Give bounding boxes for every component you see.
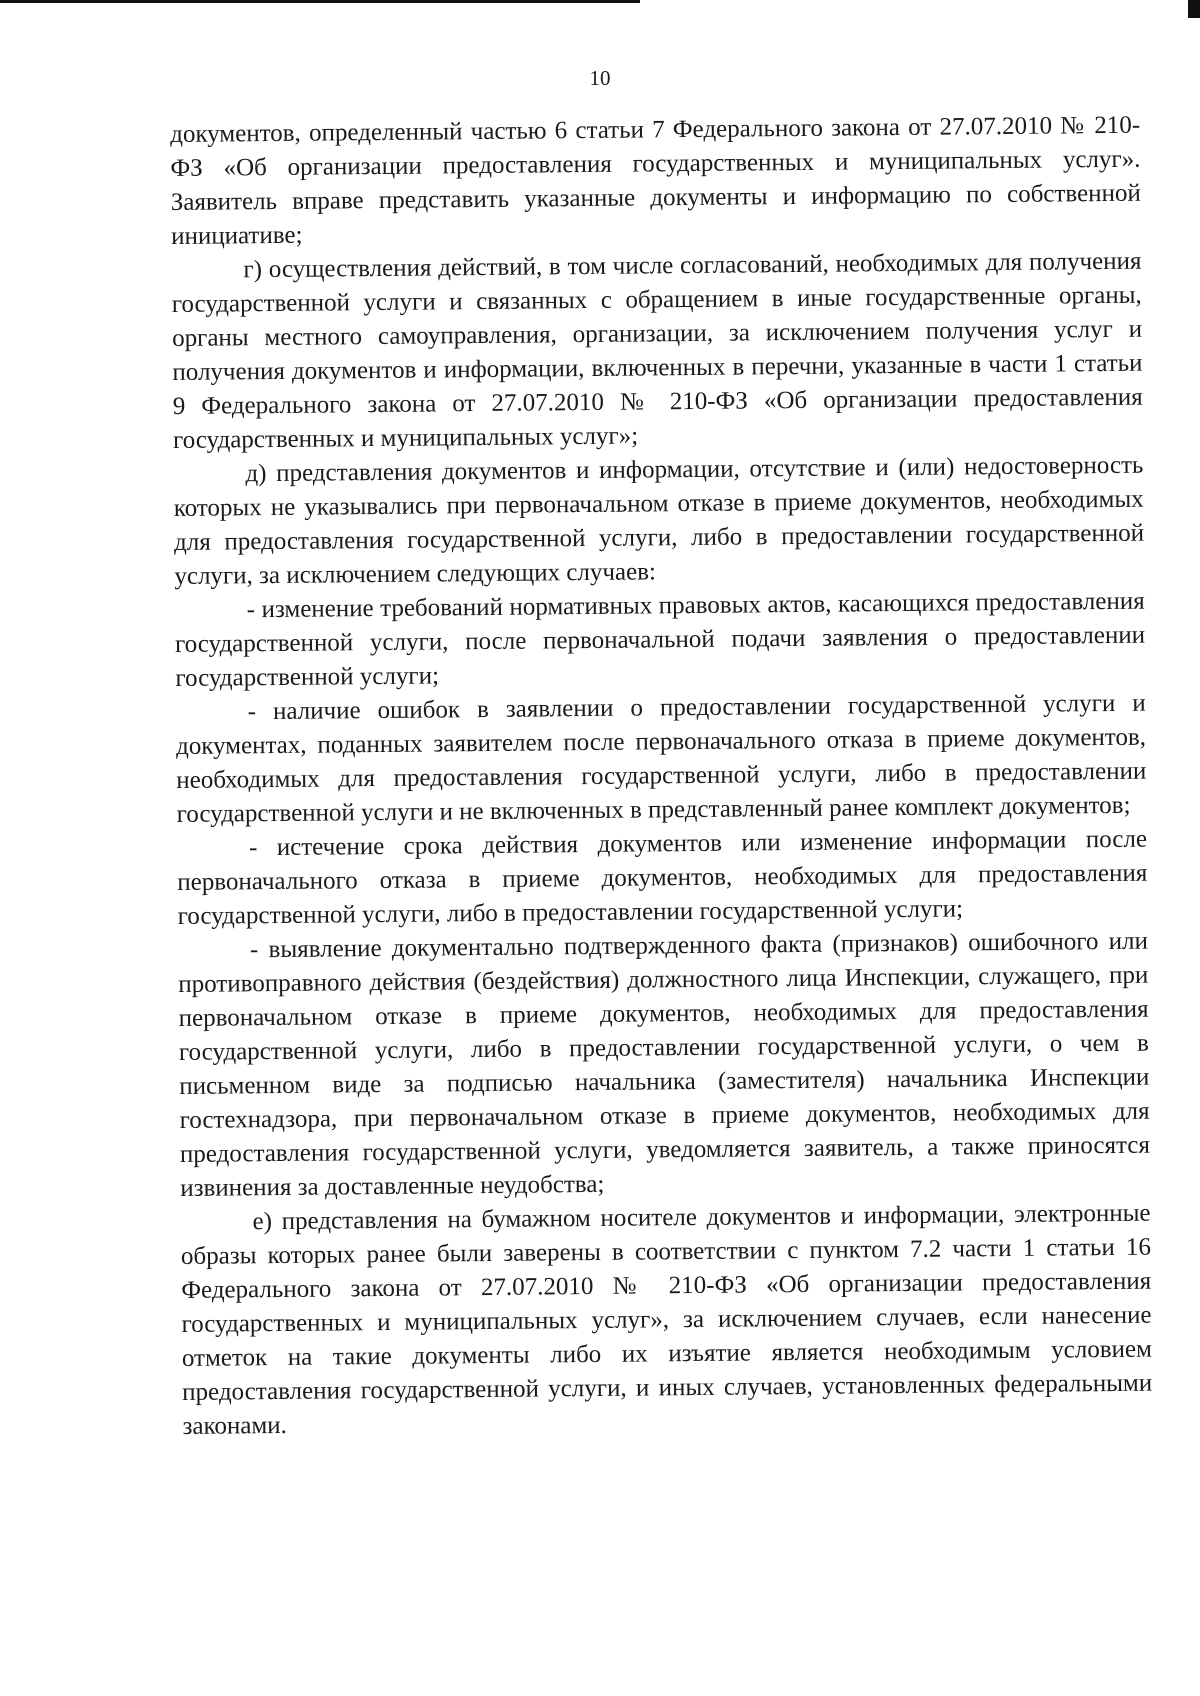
scan-edge-line xyxy=(0,0,640,3)
scan-edge-mark xyxy=(1188,0,1200,18)
page-number: 10 xyxy=(589,66,611,90)
paragraph-bullet-official-error: - выявление документально подтвержденного факта (признаков) ошибочного или противоправного действия (бездействия) должностного лица Инспекции, служащего, при первоначальном отказе в приеме документов, необходимых для предоставления государственной услуги, либо в предоставлении государственной услуги, о чем в письменном виде за подписью начальника (заместителя) начальника Инспекции гостехнадзора, при первоначальном отказе в приеме документов, необходимых для предоставления государственной услуги, уведомляется заявитель, а также приносятся извинения за доставленные неудобства; xyxy=(178,927,1151,1202)
paragraph-item-e: е) представления на бумажном носителе документов и информации, электронные образы которых ранее были заверены в соответствии с пунктом 7.2 части 1 статьи 16 Федерального закона от 27.07.2010 № 210-ФЗ «Об организации предоставления государственных и муниципальных услуг», за исключением случаев, если нанесение отметок на такие документы либо их изъятие является необходимым условием предоставления государственной услуги, и иных случаев, установленных федеральными законами. xyxy=(180,1199,1153,1440)
paragraph-bullet-errors: - наличие ошибок в заявлении о предоставлении государственной услуги и документах, поданных заявителем после первоначального отказа в приеме документов, необходимых для предоставления государственной услуги, либо в предоставлении государственной услуги и не включенных в представленный ранее комплект документов; xyxy=(175,689,1147,828)
paragraph-continuation: документов, определенный частью 6 статьи 7 Федерального закона от 27.07.2010 № 210-ФЗ «Об организации предоставления государственных и муниципальных услуг». Заявитель вправе представить указанные документы и информацию по собственной инициативе; xyxy=(170,111,1141,250)
paragraph-bullet-expiry: - истечение срока действия документов или изменение информации после первоначального отказа в приеме документов, необходимых для предоставления государственной услуги, либо в предоставлении государственной услуги; xyxy=(177,825,1148,930)
document-body xyxy=(170,109,1153,1444)
paragraph-bullet-requirements-change: - изменение требований нормативных правовых актов, касающихся предоставления государственной услуги, после первоначальной подачи заявления о предоставлении государственной услуги; xyxy=(174,587,1146,692)
paragraph-item-g: г) осуществления действий, в том числе согласований, необходимых для получения государственной услуги и связанных с обращением в иные государственные органы, органы местного самоуправления, организации, за исключением получения услуг и получения документов и информации, включенных в перечни, указанные в части 1 статьи 9 Федерального закона от 27.07.2010 № 210-ФЗ «Об организации предоставления государственных и муниципальных услуг»; xyxy=(171,247,1143,454)
paragraph-item-d: д) представления документов и информации, отсутствие и (или) недостоверность которых не указывались при первоначальном отказе в приеме документов, необходимых для предоставления государственной услуги, либо в предоставлении государственной услуги, за исключением следующих случаев: xyxy=(173,451,1145,590)
